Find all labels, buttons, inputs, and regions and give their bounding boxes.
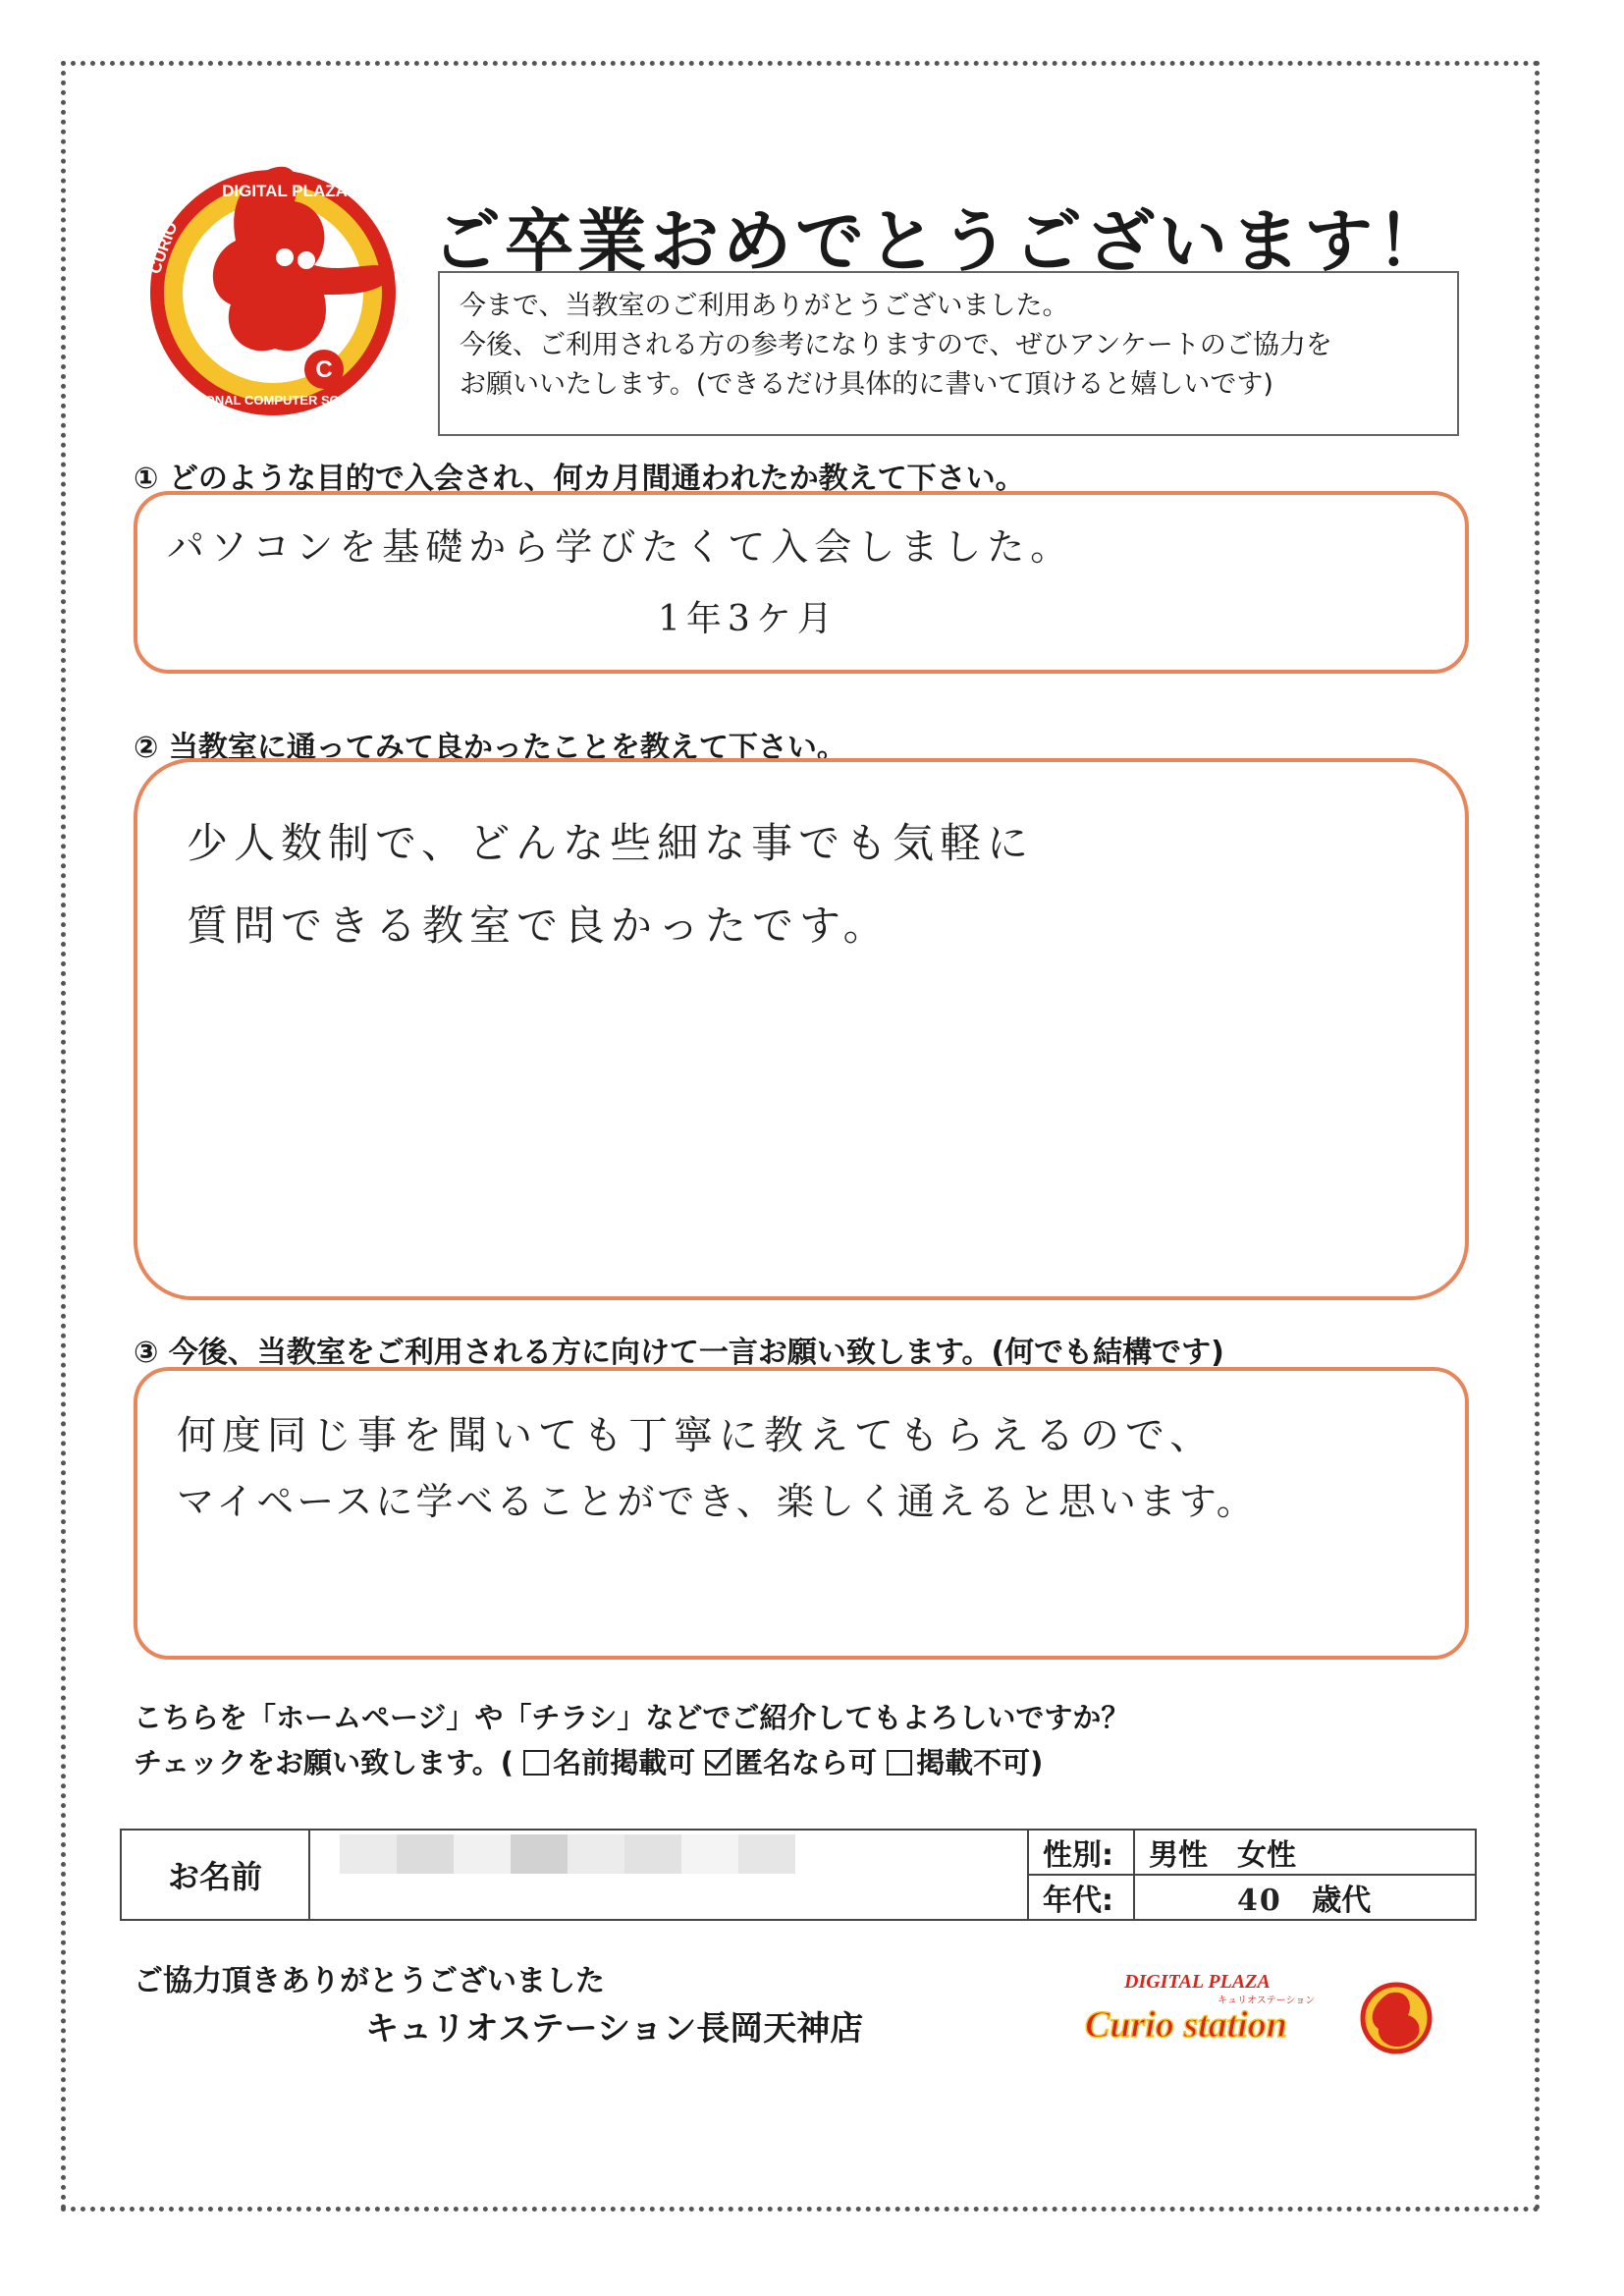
gender-label: 性別: [1028,1830,1134,1875]
option-label: 名前掲載可 [553,1746,696,1779]
consent-section [134,1695,1129,1785]
question-3-label: ③ 今後、当教室をご利用される方に向けて一言お願い致します。(何でも結構です) [134,1336,1224,1370]
answer-2-line-1: 少人数制で、どんな些細な事でも気軽に [187,819,1035,867]
logo-ring-bottom: PERSONAL COMPUTER SCHOOL [170,393,376,408]
intro-line: お願いいたします。(できるだけ具体的に書いて頂けると嬉しいです) [460,369,1273,400]
gender-options [1134,1830,1476,1875]
option-label: 掲載不可 [916,1746,1031,1779]
intro-line: 今後、ご利用される方の参考になりますので、ぜひアンケートのご協力を [460,330,1332,360]
consent-prefix: チェックをお願い致します。( [134,1746,514,1779]
answer-1-line-2: 1年3ケ月 [658,599,839,639]
checkbox-anonymous-ok[interactable] [705,1750,731,1776]
svg-text:C: C [315,356,333,383]
brand-name: Curio station [1085,2004,1287,2046]
intro-box [438,271,1459,436]
answer-3-box [134,1367,1469,1660]
question-2-label: ② 当教室に通ってみて良かったことを教えて下さい。 [134,731,846,765]
name-mosaic [340,1834,795,1913]
brand-logo [1080,1964,1434,2072]
intro-line: 今まで、当教室のご利用ありがとうございました。 [460,291,1069,321]
logo-ring-top: DIGITAL PLAZA [222,182,348,200]
brand-kana: キュリオステーション [1218,1995,1316,2006]
age-field [1134,1875,1476,1920]
answer-1-line-1: パソコンを基礎から学びたくて入会しました。 [167,525,1074,569]
thanks-text: ご協力頂きありがとうございました [134,1964,605,1998]
store-name: キュリオステーション長岡天神店 [365,2009,864,2049]
consent-question: こちらを「ホームページ」や「チラシ」などでご紹介してもよろしいですか？ [134,1701,1130,1734]
respondent-info-table [120,1829,1477,1921]
answer-2-box [134,758,1469,1300]
checkbox-no-publish[interactable] [887,1750,912,1776]
consent-suffix: ) [1030,1746,1044,1779]
answer-3-line-2: マイペースに学べることができ、楽しく通えると思います。 [177,1480,1257,1523]
answer-3-line-1: 何度同じ事を聞いても丁寧に教えてもらえるので、 [177,1413,1216,1458]
age-suffix: 歳代 [1312,1884,1372,1918]
answer-1-box [134,491,1469,674]
school-logo [137,147,412,422]
logo-ring-left: CURIO [144,219,182,277]
consent-options-line [134,1740,1129,1785]
checkbox-name-ok[interactable] [523,1750,549,1776]
question-1-label: ① どのような目的で入会され、何カ月間通われたか教えて下さい。 [134,462,1025,496]
answer-2-line-2: 質問できる教室で良かったです。 [187,902,891,950]
age-value: 40 [1237,1884,1282,1918]
option-label: 匿名なら可 [734,1746,878,1779]
age-label: 年代: [1028,1875,1134,1920]
page-title: ご卒業おめでとうございます！ [432,201,1449,282]
gender-value: 男性 女性 [1149,1838,1296,1873]
name-field-redacted [309,1830,1028,1920]
brand-top: DIGITAL PLAZA [1124,1971,1271,1993]
name-label: お名前 [121,1830,309,1920]
